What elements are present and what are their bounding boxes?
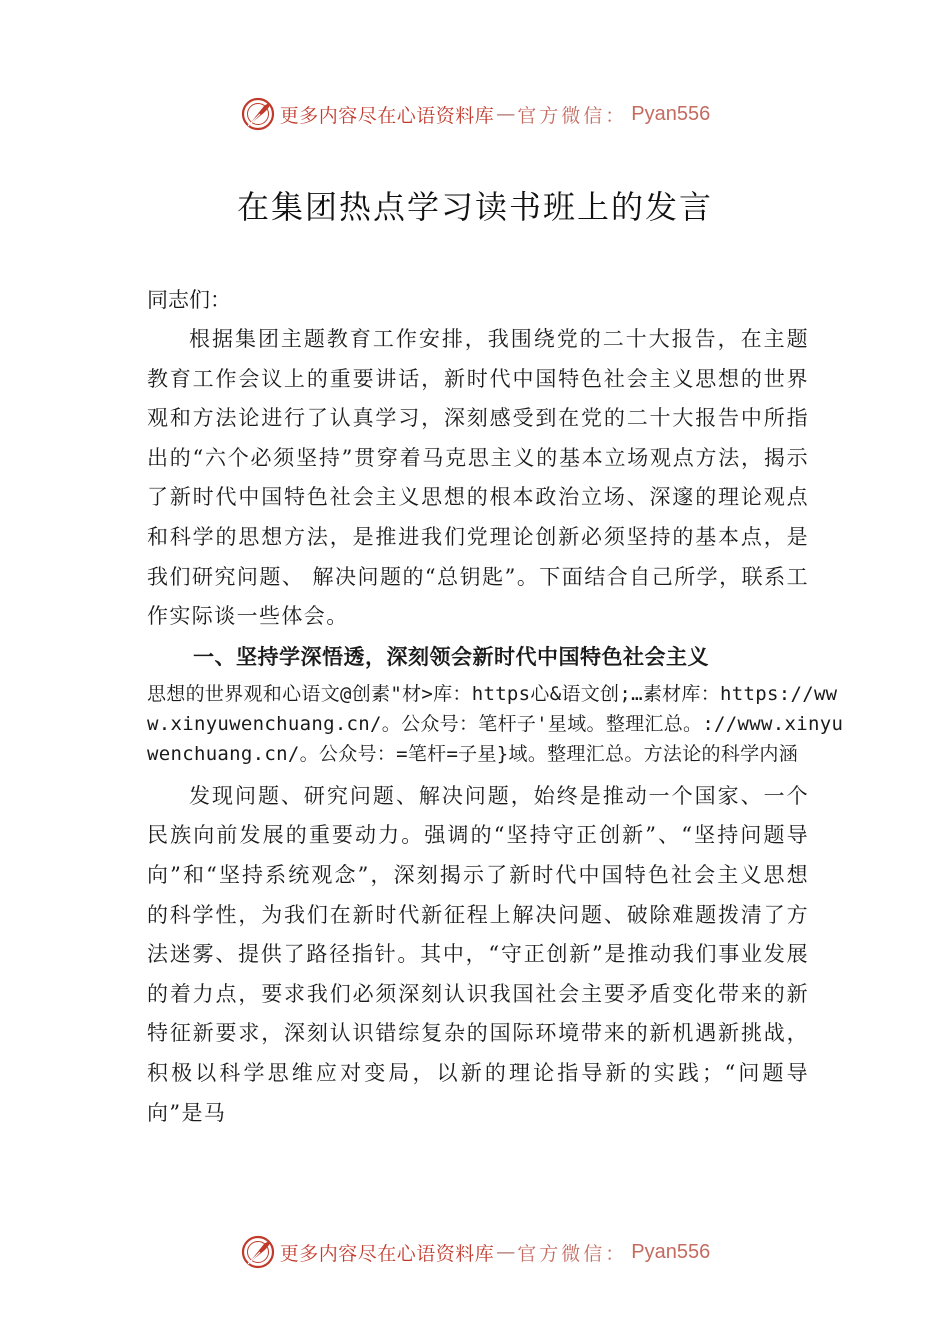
banner-wechat-id: Pyan556: [631, 1240, 711, 1263]
quill-pen-logo-icon: [240, 1234, 276, 1270]
paragraph-intro: 根据集团主题教育工作安排，我围绕党的二十大报告，在主题教育工作会议上的重要讲话，新时代中国特色社会主义思想的世界观和方法论进行了认真学习，深刻感受到在党的二十大报告中所指出的“六个必须坚持”贯穿着马克思主义的基本立场观点方法，揭示了新时代中国特色社会主义思想的根本政治立场、深邃的理论观点和科学的思想方法，是推进我们党理论创新必须坚持的基本点，是我们研究问题、 解决问题的“总钥匙”。下面结合自己所学，联系工作实际谈一些体会。: [147, 327, 809, 629]
footer-watermark-banner: [0, 1230, 950, 1274]
document-body: [147, 280, 844, 1133]
banner-wechat-label: 官方微信：: [517, 104, 628, 127]
salutation: 同志们：: [147, 288, 231, 312]
header-watermark-banner: [0, 92, 950, 136]
paragraph-section-1: 发现问题、研究问题、解决问题，始终是推动一个国家、一个民族向前发展的重要动力。强调的“坚持守正创新”、“坚持问题导向”和“坚持系统观念”，深刻揭示了新时代中国特色社会主义思想的科学性，为我们在新时代新征程上解决问题、破除难题拨清了方法迷雾、提供了路径指针。其中，“守正创新”是推动我们事业发展的着力点，要求我们必须深刻认识我国社会主要矛盾变化带来的新特征新要求，深刻认识错综复杂的国际环境带来的新机遇新挑战，积极以科学思维应对变局，以新的理论指导新的实践；“问题导向”是马: [147, 783, 809, 1125]
document-title: 在集团热点学习读书班上的发言: [236, 188, 713, 226]
banner-separator: —: [496, 103, 516, 125]
banner-wechat-label: 官方微信：: [517, 1242, 628, 1265]
banner-wechat-id: Pyan556: [631, 102, 711, 125]
banner-slogan: 更多内容尽在心语资料库: [279, 104, 495, 127]
quill-pen-logo-icon: [240, 96, 276, 132]
banner-separator: —: [496, 1241, 516, 1263]
section-heading-1: 一、坚持学深悟透，深刻领会新时代中国特色社会主义: [193, 644, 709, 669]
banner-slogan: 更多内容尽在心语资料库: [279, 1242, 495, 1265]
section-heading-1-continuation: 思想的世界观和心语文@创素"材>库：https心&语文创;…素材库：https://www.xinyuwenchuang.cn/。公众号：笔杆子'星域。整理汇总。://www.xinyuwenchuang.cn/。公众号：=笔杆=子星}域。整理汇总。方法论的科学内涵: [147, 682, 844, 765]
